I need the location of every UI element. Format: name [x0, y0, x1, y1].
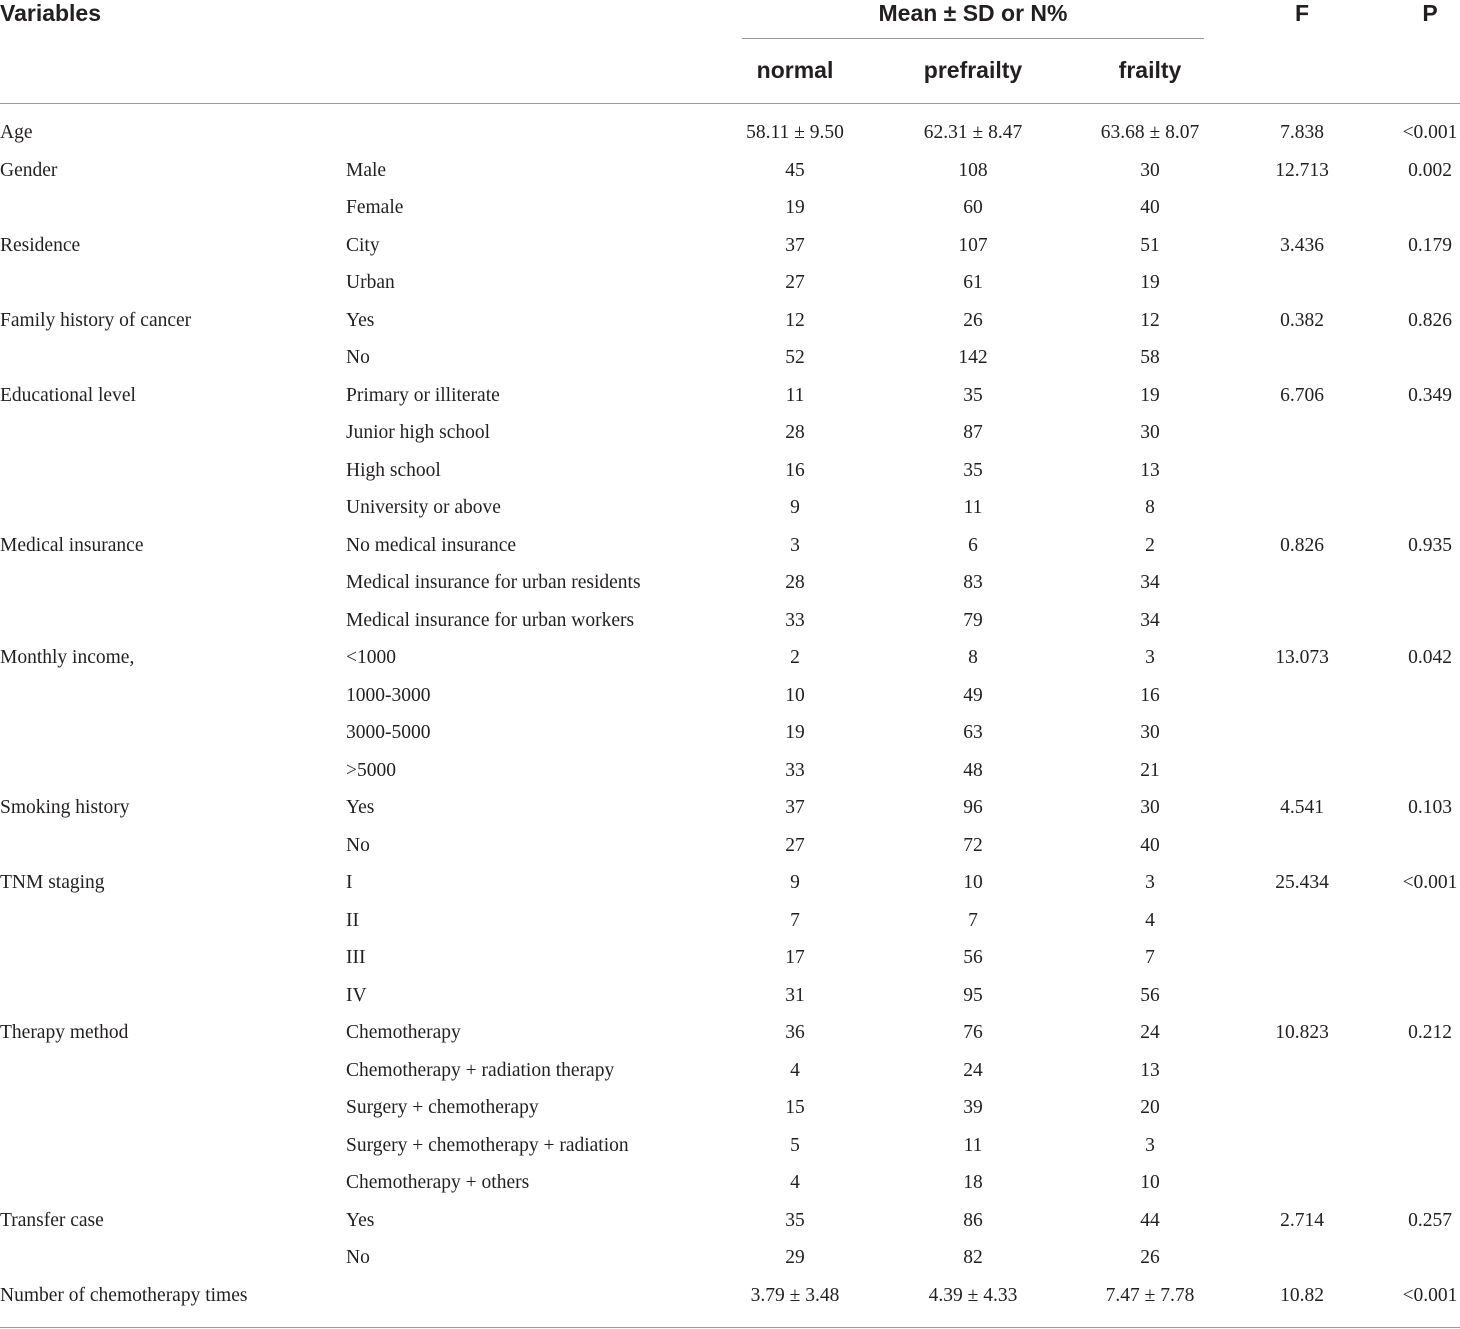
table-row [0, 305, 1460, 343]
cell-variable: Residence [0, 234, 81, 256]
cell-f: 13.073 [1275, 647, 1329, 668]
cell-frailty: 34 [1140, 609, 1160, 631]
cell-normal: 45 [785, 159, 805, 181]
cell-prefrailty: 4.39 ± 4.33 [928, 1284, 1018, 1306]
cell-f: 25.434 [1275, 872, 1329, 893]
cell-normal: 4 [790, 1172, 800, 1193]
cell-category: Surgery + chemotherapy [346, 1097, 539, 1118]
cell-prefrailty: 18 [963, 1172, 983, 1193]
cell-prefrailty: 108 [958, 159, 988, 181]
table-row [0, 680, 1460, 718]
cell-frailty: 40 [1140, 197, 1160, 218]
cell-category: Chemotherapy + radiation therapy [346, 1059, 615, 1081]
cell-prefrailty: 11 [963, 497, 983, 518]
table-row [0, 1280, 1460, 1318]
header-prefrailty: prefrailty [923, 57, 1023, 83]
cell-normal: 16 [785, 459, 805, 481]
cell-category: No medical insurance [346, 534, 517, 556]
cell-f: 0.382 [1280, 309, 1324, 331]
cell-p: 0.103 [1408, 797, 1452, 818]
cell-normal: 28 [785, 422, 805, 443]
cell-f: 2.714 [1280, 1209, 1324, 1231]
cell-category: Yes [346, 797, 375, 818]
cell-category: No [346, 1247, 370, 1268]
cell-normal: 29 [785, 1247, 805, 1268]
cell-variable: Gender [0, 159, 58, 181]
cell-normal: 9 [790, 497, 800, 518]
cell-frailty: 20 [1140, 1097, 1160, 1118]
cell-frailty: 16 [1140, 684, 1160, 706]
cell-normal: 33 [785, 759, 805, 781]
cell-p: 0.349 [1408, 384, 1452, 406]
cell-category: High school [346, 459, 441, 481]
cell-prefrailty: 60 [963, 197, 983, 218]
cell-frailty: 30 [1140, 159, 1160, 181]
cell-f: 10.823 [1275, 1022, 1329, 1043]
cell-frailty: 7 [1145, 947, 1155, 968]
table-row [0, 230, 1460, 268]
cell-normal: 35 [785, 1209, 805, 1231]
table-row [0, 830, 1460, 868]
table-row [0, 567, 1460, 605]
cell-prefrailty: 95 [963, 984, 983, 1006]
cell-variable: Monthly income, [0, 647, 135, 668]
cell-prefrailty: 96 [963, 797, 983, 818]
table-row [0, 342, 1460, 380]
cell-category: Primary or illiterate [346, 384, 500, 406]
cell-category: III [346, 947, 366, 968]
cell-normal: 19 [785, 722, 805, 743]
cell-prefrailty: 35 [963, 459, 983, 481]
cell-frailty: 2 [1145, 534, 1155, 556]
table-row [0, 417, 1460, 455]
cell-f: 0.826 [1280, 534, 1324, 556]
cell-prefrailty: 35 [963, 384, 983, 406]
cell-p: 0.826 [1408, 309, 1452, 331]
header-variables: Variables [0, 0, 102, 26]
cell-category: >5000 [346, 759, 396, 781]
cell-frailty: 10 [1140, 1172, 1160, 1193]
cell-frailty: 13 [1140, 1059, 1160, 1081]
cell-prefrailty: 48 [963, 759, 983, 781]
cell-prefrailty: 8 [968, 647, 978, 668]
cell-p: 0.042 [1408, 647, 1452, 668]
cell-variable: Family history of cancer [0, 309, 192, 331]
cell-frailty: 8 [1145, 497, 1155, 518]
cell-normal: 36 [785, 1022, 805, 1043]
table-row [0, 1055, 1460, 1093]
cell-variable: Medical insurance [0, 534, 144, 556]
cell-prefrailty: 62.31 ± 8.47 [923, 122, 1023, 143]
cell-frailty: 12 [1140, 309, 1160, 331]
table-row [0, 1242, 1460, 1280]
cell-frailty: 26 [1140, 1247, 1160, 1268]
table-row [0, 980, 1460, 1018]
cell-variable: TNM staging [0, 872, 105, 893]
cell-prefrailty: 7 [968, 909, 978, 931]
cell-variable: Transfer case [0, 1209, 104, 1231]
cell-prefrailty: 6 [968, 534, 978, 556]
cell-p: 0.257 [1408, 1209, 1452, 1231]
cell-frailty: 34 [1140, 572, 1160, 593]
cell-p: <0.001 [1402, 122, 1458, 143]
cell-frailty: 19 [1140, 272, 1160, 293]
cell-normal: 12 [785, 309, 805, 331]
cell-prefrailty: 76 [963, 1022, 983, 1043]
cell-category: Medical insurance for urban residents [346, 572, 641, 593]
table-row [0, 1130, 1460, 1168]
cell-f: 6.706 [1280, 384, 1324, 406]
cell-f: 4.541 [1280, 797, 1324, 818]
cell-prefrailty: 142 [958, 347, 988, 368]
cell-normal: 37 [785, 234, 805, 256]
cell-category: Yes [346, 1209, 375, 1231]
cell-category: Chemotherapy + others [346, 1172, 530, 1193]
table-row [0, 942, 1460, 980]
cell-normal: 33 [785, 609, 805, 631]
table-row [0, 267, 1460, 305]
cell-p: <0.001 [1402, 1284, 1458, 1306]
cell-normal: 27 [785, 834, 805, 856]
table-row [0, 792, 1460, 830]
table-row [0, 1205, 1460, 1243]
table-row [0, 530, 1460, 568]
header-group-divider [742, 38, 1204, 39]
cell-frailty: 24 [1140, 1022, 1160, 1043]
cell-variable: Age [0, 122, 33, 143]
cell-variable: Therapy method [0, 1022, 129, 1043]
cell-f: 12.713 [1275, 159, 1329, 181]
table-row [0, 1017, 1460, 1055]
cell-frailty: 44 [1140, 1209, 1160, 1231]
table-row [0, 1167, 1460, 1205]
cell-frailty: 19 [1140, 384, 1160, 406]
table-row [0, 642, 1460, 680]
table-row [0, 380, 1460, 418]
cell-f: 3.436 [1280, 234, 1324, 256]
cell-normal: 3 [790, 534, 800, 556]
header-group-label: Mean ± SD or N% [878, 0, 1068, 26]
cell-frailty: 30 [1140, 797, 1160, 818]
cell-variable: Smoking history [0, 797, 130, 818]
cell-category: <1000 [346, 647, 396, 668]
table-row [0, 155, 1460, 193]
cell-prefrailty: 83 [963, 572, 983, 593]
cell-p: 0.002 [1408, 159, 1452, 181]
cell-prefrailty: 24 [963, 1059, 983, 1081]
table-header [0, 0, 1460, 104]
table-row [0, 192, 1460, 230]
cell-frailty: 51 [1140, 234, 1160, 256]
cell-frailty: 63.68 ± 8.07 [1100, 122, 1200, 143]
table-bottom-rule [0, 1327, 1460, 1328]
cell-normal: 3.79 ± 3.48 [750, 1284, 840, 1306]
cell-p: <0.001 [1402, 872, 1458, 893]
cell-category: No [346, 347, 370, 368]
cell-prefrailty: 79 [963, 609, 983, 631]
cell-category: Yes [346, 309, 375, 331]
cell-variable: Number of chemotherapy times [0, 1284, 248, 1306]
cell-prefrailty: 56 [963, 947, 983, 968]
table-row [0, 905, 1460, 943]
cell-normal: 11 [785, 384, 805, 406]
cell-prefrailty: 63 [963, 722, 983, 743]
cell-category: Urban [346, 272, 395, 293]
cell-prefrailty: 26 [963, 309, 983, 331]
header-normal: normal [756, 57, 834, 83]
cell-normal: 2 [790, 647, 800, 668]
cell-normal: 19 [785, 197, 805, 218]
cell-p: 0.179 [1408, 234, 1452, 256]
cell-normal: 28 [785, 572, 805, 593]
table-row [0, 755, 1460, 793]
cell-p: 0.212 [1408, 1022, 1452, 1043]
cell-frailty: 7.47 ± 7.78 [1105, 1284, 1195, 1306]
cell-category: City [346, 234, 380, 256]
cell-category: IV [346, 984, 367, 1006]
cell-category: 1000-3000 [346, 684, 431, 706]
cell-category: Junior high school [346, 422, 491, 443]
cell-frailty: 4 [1145, 909, 1155, 931]
cell-frailty: 30 [1140, 422, 1160, 443]
cell-prefrailty: 61 [963, 272, 983, 293]
table-row [0, 492, 1460, 530]
cell-prefrailty: 49 [963, 684, 983, 706]
cell-normal: 7 [790, 909, 800, 931]
cell-category: II [346, 909, 359, 931]
table-row [0, 605, 1460, 643]
header-f: F [1294, 0, 1310, 26]
cell-frailty: 30 [1140, 722, 1160, 743]
cell-prefrailty: 11 [963, 1134, 983, 1156]
header-p: P [1422, 0, 1438, 26]
table-row [0, 117, 1460, 155]
cell-frailty: 56 [1140, 984, 1160, 1006]
cell-frailty: 3 [1145, 647, 1155, 668]
cell-category: Male [346, 159, 387, 181]
table-body [0, 117, 1460, 1317]
cell-prefrailty: 10 [963, 872, 983, 893]
cell-frailty: 21 [1140, 759, 1160, 781]
cell-normal: 58.11 ± 9.50 [746, 122, 844, 143]
table-row [0, 1092, 1460, 1130]
cell-normal: 17 [785, 947, 805, 968]
cell-frailty: 13 [1140, 459, 1160, 481]
header-frailty: frailty [1118, 57, 1182, 83]
cell-category: No [346, 834, 370, 856]
cell-frailty: 40 [1140, 834, 1160, 856]
cell-prefrailty: 72 [963, 834, 983, 856]
cell-normal: 5 [790, 1134, 800, 1156]
cell-frailty: 3 [1145, 1134, 1155, 1156]
cell-f: 10.82 [1280, 1284, 1324, 1306]
cell-normal: 4 [790, 1059, 800, 1081]
cell-normal: 31 [785, 984, 805, 1006]
cell-prefrailty: 107 [958, 234, 988, 256]
cell-category: I [346, 872, 353, 893]
cell-p: 0.935 [1408, 534, 1452, 556]
cell-category: 3000-5000 [346, 722, 431, 743]
cell-prefrailty: 82 [963, 1247, 983, 1268]
cell-normal: 10 [785, 684, 805, 706]
table-row [0, 717, 1460, 755]
cell-variable: Educational level [0, 384, 136, 406]
cell-prefrailty: 39 [963, 1097, 983, 1118]
table-row [0, 867, 1460, 905]
cell-normal: 9 [790, 872, 800, 893]
cell-frailty: 3 [1145, 872, 1155, 893]
cell-category: Female [346, 197, 404, 218]
cell-category: Surgery + chemotherapy + radiation [346, 1134, 629, 1156]
table-row [0, 455, 1460, 493]
cell-category: Chemotherapy [346, 1022, 461, 1043]
cell-prefrailty: 87 [963, 422, 983, 443]
cell-normal: 27 [785, 272, 805, 293]
cell-category: Medical insurance for urban workers [346, 609, 635, 631]
cell-prefrailty: 86 [963, 1209, 983, 1231]
cell-f: 7.838 [1280, 122, 1324, 143]
cell-frailty: 58 [1140, 347, 1160, 368]
cell-normal: 52 [785, 347, 805, 368]
cell-normal: 15 [785, 1097, 805, 1118]
cell-category: University or above [346, 497, 501, 518]
cell-normal: 37 [785, 797, 805, 818]
